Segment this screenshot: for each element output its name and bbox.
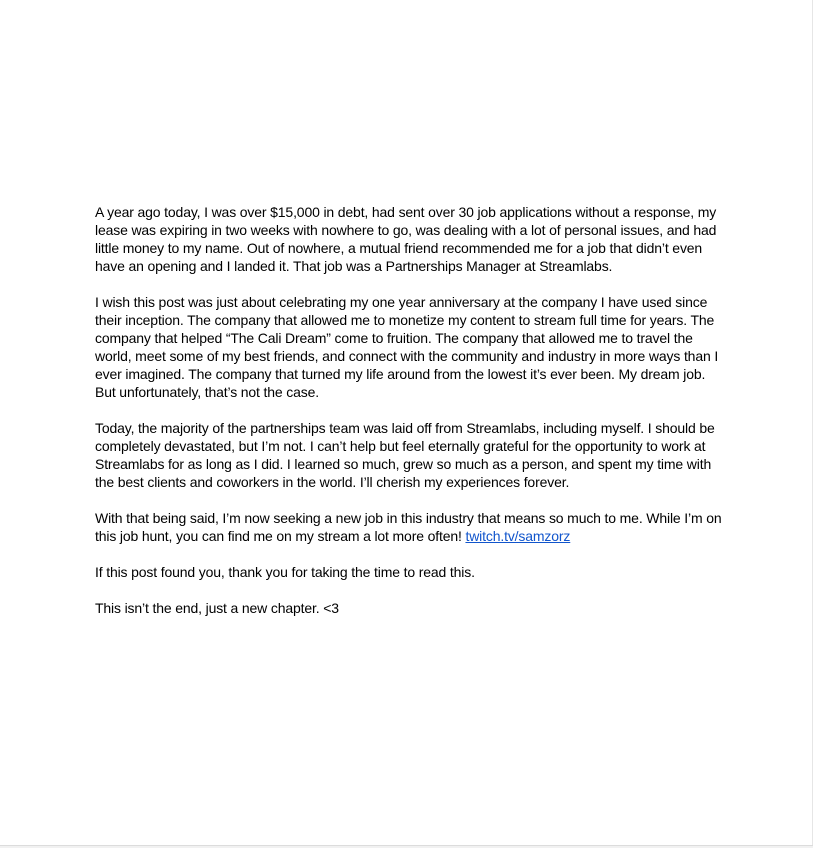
- paragraph-seeking: [95, 509, 727, 545]
- document-body: [95, 203, 727, 635]
- twitch-link[interactable]: twitch.tv/samzorz: [465, 528, 571, 544]
- paragraph-anniversary: I wish this post was just about celebrating my one year anniversary at the company I have used since their inception. The company that allowed me to monetize my content to stream full time for years. The company that helped “The Cali Dream” come to fruition. The company that allowed me to travel the world, meet some of my best friends, and connect with the community and industry in more ways than I ever imagined. The company that turned my life around from the lowest it’s ever been. My dream job. But unfortunately, that’s not the case.: [95, 294, 719, 400]
- paragraph-seeking-text: With that being said, I’m now seeking a new job in this industry that means so much to me. While I’m on this job hunt, you can find me on my stream a lot more often!: [95, 510, 722, 544]
- paragraph-layoff: Today, the majority of the partnerships team was laid off from Streamlabs, including myself. I should be completely devastated, but I’m not. I can’t help but feel eternally grateful for the opportunity to work at Streamlabs for as long as I did. I learned so much, grew so much as a person, and spent my time with the best clients and coworkers in the world. I’ll cherish my experiences forever.: [95, 420, 715, 490]
- paragraph-thanks: If this post found you, thank you for taking the time to read this.: [95, 564, 475, 580]
- paragraph-intro: A year ago today, I was over $15,000 in debt, had sent over 30 job applications without a response, my lease was expiring in two weeks with nowhere to go, was dealing with a lot of personal issues, and had little money to my name. Out of nowhere, a mutual friend recommended me for a job that didn’t even have an opening and I landed it. That job was a Partnerships Manager at Streamlabs.: [95, 204, 717, 274]
- paragraph-closing: This isn’t the end, just a new chapter. <3: [95, 600, 339, 616]
